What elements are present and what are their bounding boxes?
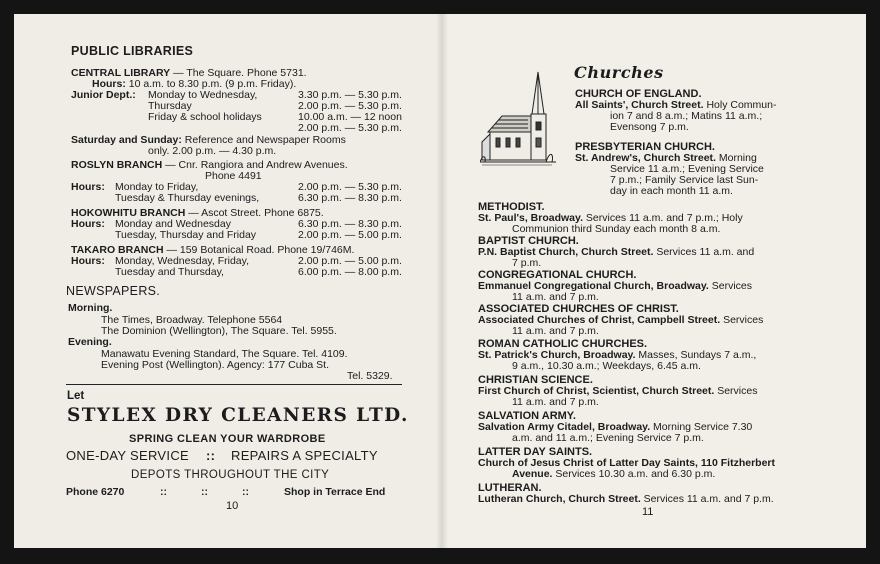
- advert-repairs: REPAIRS A SPECIALTY: [231, 448, 378, 463]
- hours-row-day: Thursday: [148, 100, 192, 112]
- church-detail-line: First Church of Christ, Scientist, Church Street. Services: [478, 385, 758, 397]
- church-denomination: CHURCH OF ENGLAND.: [575, 88, 702, 100]
- church-denomination: ASSOCIATED CHURCHES OF CHRIST.: [478, 303, 679, 315]
- church-denomination: CONGREGATIONAL CHURCH.: [478, 269, 637, 281]
- hours-row-time: 2.00 p.m. — 5.30 p.m.: [298, 100, 402, 112]
- hours-row-day: Friday & school holidays: [148, 111, 262, 123]
- morning-label: Morning.: [68, 302, 113, 314]
- public-libraries-heading: PUBLIC LIBRARIES: [71, 44, 194, 58]
- church-detail-line: St. Paul's, Broadway. Services 11 a.m. and 7 p.m.; Holy: [478, 212, 743, 224]
- roslyn-phone: Phone 4491: [205, 170, 262, 182]
- church-detail-line: 11 a.m. and 7 p.m.: [512, 325, 599, 337]
- church-detail-line: Salvation Army Citadel, Broadway. Morning Service 7.30: [478, 421, 753, 433]
- church-detail-line: Associated Churches of Christ, Campbell Street. Services: [478, 314, 764, 326]
- hours-row-time: 6.30 p.m. — 8.30 p.m.: [298, 218, 402, 230]
- morning-paper-1: The Times, Broadway. Telephone 5564: [101, 314, 283, 326]
- advert-one-day-service: ONE-DAY SERVICE: [66, 448, 189, 463]
- hours-row-day: Tuesday, Thursday and Friday: [115, 229, 257, 241]
- church-denomination: SALVATION ARMY.: [478, 410, 576, 422]
- junior-dept-label: Junior Dept.:: [71, 89, 136, 101]
- church-denomination: CHRISTIAN SCIENCE.: [478, 374, 593, 386]
- church-detail-line: 11 a.m. and 7 p.m.: [512, 396, 599, 408]
- church-detail-line: 7 p.m.: [512, 257, 542, 269]
- hours-row-time: 3.30 p.m. — 5.30 p.m.: [298, 89, 402, 101]
- page-number-left: 10: [226, 500, 239, 512]
- church-detail-line: Evensong 7 p.m.: [610, 121, 689, 133]
- hours-row-time: 10.00 a.m. — 12 noon: [298, 111, 402, 123]
- advert-phone: Phone 6270: [66, 486, 125, 498]
- weekend-hours: only. 2.00 p.m. — 4.30 p.m.: [148, 145, 277, 157]
- church-detail-line: 11 a.m. and 7 p.m.: [512, 291, 599, 303]
- hours-row-time: 2.00 p.m. — 5.30 p.m.: [298, 181, 402, 193]
- advert-dots-1: ::: [160, 486, 167, 498]
- hours-row-time: 6.00 p.m. — 8.00 p.m.: [298, 266, 402, 278]
- hours-row-day: Tuesday & Thursday evenings,: [115, 192, 260, 204]
- advert-dots-2: ::: [201, 486, 208, 498]
- hours-row-time: 2.00 p.m. — 5.00 p.m.: [298, 229, 402, 241]
- church-detail-line: P.N. Baptist Church, Church Street. Services 11 a.m. and: [478, 246, 755, 258]
- advert-top-rule: [66, 384, 402, 385]
- church-detail-line: St. Patrick's Church, Broadway. Masses, Sundays 7 a.m.,: [478, 349, 757, 361]
- evening-paper-2-tel: Tel. 5329.: [347, 370, 393, 382]
- evening-paper-1: Manawatu Evening Standard, The Square. Tel. 4109.: [101, 348, 348, 360]
- church-detail-line: a.m. and 11 a.m.; Evening Service 7 p.m.: [512, 432, 704, 444]
- morning-paper-2: The Dominion (Wellington), The Square. Tel. 5955.: [101, 325, 337, 337]
- hours-row-time: 2.00 p.m. — 5.30 p.m.: [298, 122, 402, 134]
- hours-row-day: Tuesday and Thursday,: [115, 266, 224, 278]
- takaro-branch-line: TAKARO BRANCH — 159 Botanical Road. Phone 19/746M.: [71, 244, 355, 256]
- church-detail-line: Lutheran Church, Church Street. Services 11 a.m. and 7 p.m.: [478, 493, 774, 505]
- church-denomination: ROMAN CATHOLIC CHURCHES.: [478, 338, 648, 350]
- church-detail-line: Church of Jesus Christ of Latter Day Saints, 110 Fitzherbert: [478, 457, 775, 469]
- evening-label: Evening.: [68, 336, 112, 348]
- hours-row-time: 6.30 p.m. — 8.30 p.m.: [298, 192, 402, 204]
- advert-let: Let: [67, 390, 85, 402]
- church-detail-line: Communion third Sunday each month 8 a.m.: [512, 223, 721, 235]
- advert-spring-clean: SPRING CLEAN YOUR WARDROBE: [129, 433, 326, 445]
- advert-separator: ::: [206, 448, 216, 463]
- church-denomination: METHODIST.: [478, 201, 545, 213]
- advert-shop-location: Shop in Terrace End: [284, 486, 386, 498]
- weekend-label: Saturday and Sunday: Reference and Newspaper Rooms: [71, 134, 346, 146]
- church-denomination: LUTHERAN.: [478, 482, 542, 494]
- hours-row-time: 2.00 p.m. — 5.00 p.m.: [298, 255, 402, 267]
- church-denomination: PRESBYTERIAN CHURCH.: [575, 141, 715, 153]
- book-gutter: [436, 14, 448, 548]
- church-detail-line: 7 p.m.; Family Service last Sun-: [610, 174, 759, 186]
- church-detail-line: ion 7 and 8 a.m.; Matins 11 a.m.;: [610, 110, 763, 122]
- advert-company-name: STYLEX DRY CLEANERS LTD.: [67, 405, 409, 426]
- church-detail-line: 9 a.m., 10.30 a.m.; Weekdays, 6.45 a.m.: [512, 360, 701, 372]
- advert-dots-3: ::: [242, 486, 249, 498]
- hours-row-day: Monday, Wednesday, Friday,: [115, 255, 250, 267]
- advert-depots: DEPOTS THROUGHOUT THE CITY: [131, 469, 330, 481]
- church-denomination: BAPTIST CHURCH.: [478, 235, 579, 247]
- roslyn-branch-line: ROSLYN BRANCH — Cnr. Rangiora and Andrew Avenues.: [71, 159, 348, 171]
- church-detail-line: Service 11 a.m.; Evening Service: [610, 163, 764, 175]
- church-denomination: LATTER DAY SAINTS.: [478, 446, 593, 458]
- hokowhitu-branch-line: HOKOWHITU BRANCH — Ascot Street. Phone 6875.: [71, 207, 324, 219]
- hours-row-day: Monday to Wednesday,: [148, 89, 258, 101]
- hokowhitu-hours-label: Hours:: [71, 218, 105, 230]
- evening-paper-2: Evening Post (Wellington). Agency: 177 Cuba St.: [101, 359, 330, 371]
- central-hours-line: Hours: 10 a.m. to 8.30 p.m. (9 p.m. Friday).: [92, 78, 297, 90]
- church-detail-line: Avenue. Services 10.30 a.m. and 6.30 p.m.: [512, 468, 716, 480]
- church-detail-line: Emmanuel Congregational Church, Broadway. Services: [478, 280, 753, 292]
- central-library-line: CENTRAL LIBRARY — The Square. Phone 5731.: [71, 67, 307, 79]
- hours-row-day: Monday and Wednesday: [115, 218, 231, 230]
- church-detail-line: All Saints', Church Street. Holy Commun-: [575, 99, 777, 111]
- hours-row-day: Monday to Friday,: [115, 181, 199, 193]
- page-number-right: 11: [642, 506, 654, 518]
- churches-heading: Churches: [574, 63, 664, 82]
- roslyn-hours-label: Hours:: [71, 181, 105, 193]
- church-detail-line: day in each month 11 a.m.: [610, 185, 733, 197]
- church-illustration: [480, 70, 556, 168]
- church-detail-line: St. Andrew's, Church Street. Morning: [575, 152, 757, 164]
- newspapers-heading: NEWSPAPERS.: [66, 284, 161, 298]
- takaro-hours-label: Hours:: [71, 255, 105, 267]
